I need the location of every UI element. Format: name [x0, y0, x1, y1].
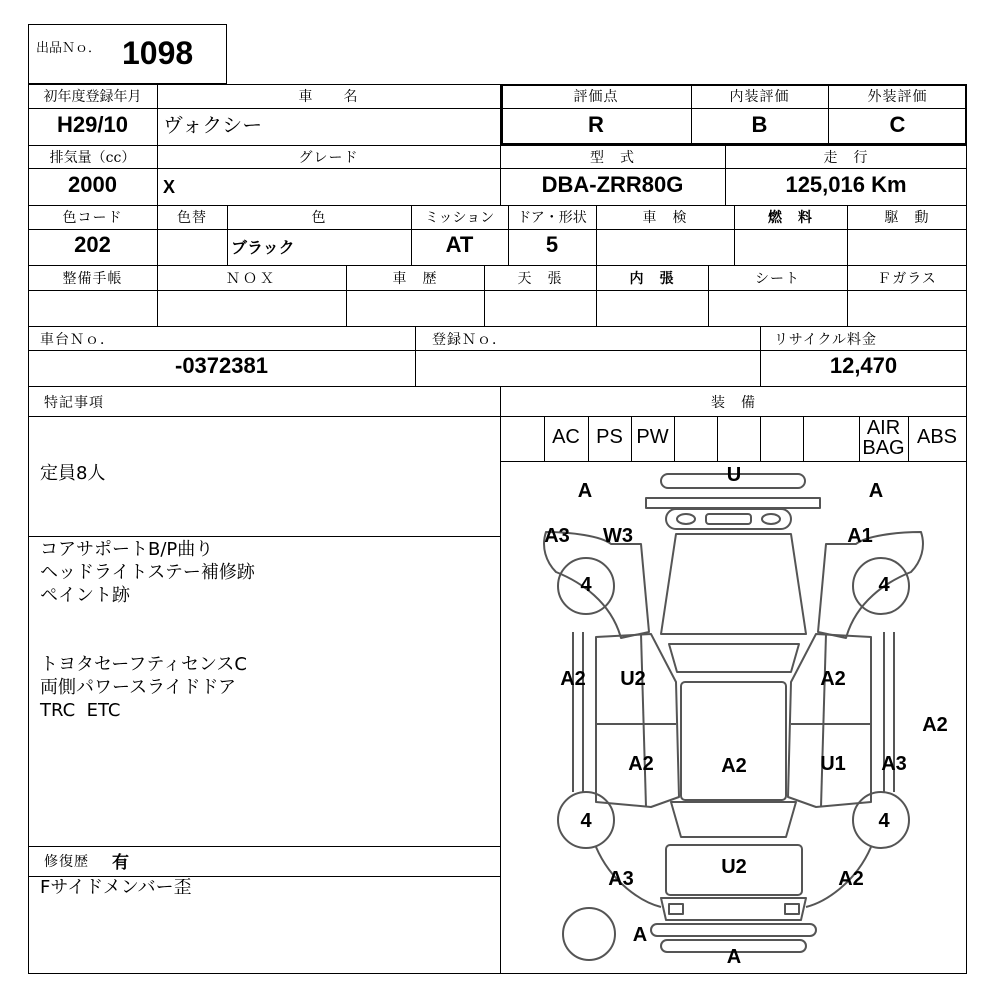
repair-history-label: 修復歴	[44, 854, 89, 870]
service-book-label: 整備手帳	[62, 271, 123, 287]
interior-score-label: 内装評価	[729, 89, 790, 105]
mileage-value: 125,016 Km	[785, 172, 907, 197]
recycle-fee-value: 12,470	[829, 353, 898, 378]
damage-mark: A2	[721, 755, 747, 777]
repair-detail: Fサイドメンバー歪	[40, 877, 192, 898]
damage-mark: A2	[560, 668, 586, 690]
damage-mark: U2	[620, 668, 646, 690]
damage-mark: A2	[838, 868, 864, 890]
registration-number-label: 登録Ｎｏ．	[432, 332, 507, 348]
damage-mark: U	[726, 464, 742, 486]
color-label: 色	[311, 210, 327, 226]
nox-label: ＮＯＸ	[226, 271, 277, 287]
grade-value: X	[163, 177, 176, 197]
transmission-label: ミッション	[424, 210, 495, 226]
color-code-label: 色コード	[62, 210, 123, 226]
color-value: ブラック	[231, 238, 295, 257]
chassis-number-label: 車台Ｎｏ．	[40, 332, 115, 348]
roof-label: 天 張	[517, 271, 563, 287]
damage-mark: U2	[721, 856, 747, 878]
displacement-label: 排気量（cc）	[49, 150, 136, 166]
doors-label: ドア・形状	[517, 210, 587, 226]
first-registration-value: H29/10	[57, 112, 128, 137]
damage-mark: 4	[878, 810, 890, 832]
notes-label: 特記事項	[44, 395, 104, 411]
glass-label: Ｆガラス	[877, 271, 937, 287]
mileage-label: 走 行	[823, 150, 869, 166]
transmission-value: AT	[445, 232, 474, 257]
damage-mark: 4	[878, 574, 890, 596]
grade-label: グレード	[298, 150, 359, 166]
interior-trim-label: 内 張	[629, 271, 675, 287]
car-name-label: 車 名	[298, 89, 359, 105]
model-value: DBA-ZRR80G	[541, 172, 684, 197]
fuel-label: 燃 料	[768, 210, 813, 226]
damage-mark: W3	[603, 525, 633, 547]
repair-history-value: 有	[112, 853, 129, 873]
damage-mark: A3	[881, 753, 907, 775]
damage-mark: A	[868, 480, 884, 502]
repaint-label: 色替	[177, 210, 207, 226]
damage-mark: A3	[544, 525, 570, 547]
history-label: 車 歴	[392, 271, 438, 287]
equipment-label: 装 備	[711, 395, 756, 411]
doors-value: 5	[545, 232, 559, 257]
model-label: 型 式	[590, 150, 635, 166]
lot-number: 1098	[122, 35, 194, 71]
score-label: 評価点	[573, 89, 619, 105]
exterior-score-label: 外装評価	[867, 89, 928, 105]
drive-label: 駆 動	[884, 210, 930, 226]
damage-mark: A3	[608, 868, 634, 890]
exterior-score-value: C	[889, 112, 906, 137]
damage-mark: A2	[628, 753, 654, 775]
interior-score-value: B	[751, 112, 768, 137]
equipment-ac: AC	[552, 426, 580, 448]
equipment-pw: PW	[636, 426, 669, 448]
score-value: R	[588, 112, 604, 137]
damage-mark: A2	[922, 714, 948, 736]
damage-mark: A2	[820, 668, 846, 690]
car-name-value: ヴォクシー	[163, 113, 263, 137]
damage-mark: U1	[820, 753, 846, 775]
lot-number-label: 出品Ｎｏ．	[36, 41, 102, 56]
damage-mark: A	[726, 946, 742, 968]
recycle-fee-label: リサイクル料金	[774, 332, 878, 348]
notes-block-2: コアサポートB/P曲り ヘッドライトステー補修跡 ペイント跡 トヨタセーフティセンスC 両側パワースライドドア TRC ETC	[40, 539, 255, 721]
seat-label: シート	[755, 271, 800, 287]
equipment-airbag: AIR BAG	[862, 417, 905, 459]
first-registration-label: 初年度登録年月	[43, 89, 142, 105]
damage-mark: 4	[580, 810, 592, 832]
equipment-abs: ABS	[916, 426, 958, 448]
notes-block-1: 定員8人	[40, 463, 106, 484]
inspection-label: 車 検	[642, 210, 688, 226]
chassis-number-value: -0372381	[175, 353, 268, 378]
displacement-value: 2000	[68, 172, 117, 197]
damage-mark: A	[577, 480, 593, 502]
color-code-value: 202	[74, 232, 111, 257]
damage-mark: A	[632, 924, 648, 946]
damage-mark: A1	[847, 525, 873, 547]
damage-mark: 4	[580, 574, 592, 596]
equipment-ps: PS	[596, 426, 623, 448]
